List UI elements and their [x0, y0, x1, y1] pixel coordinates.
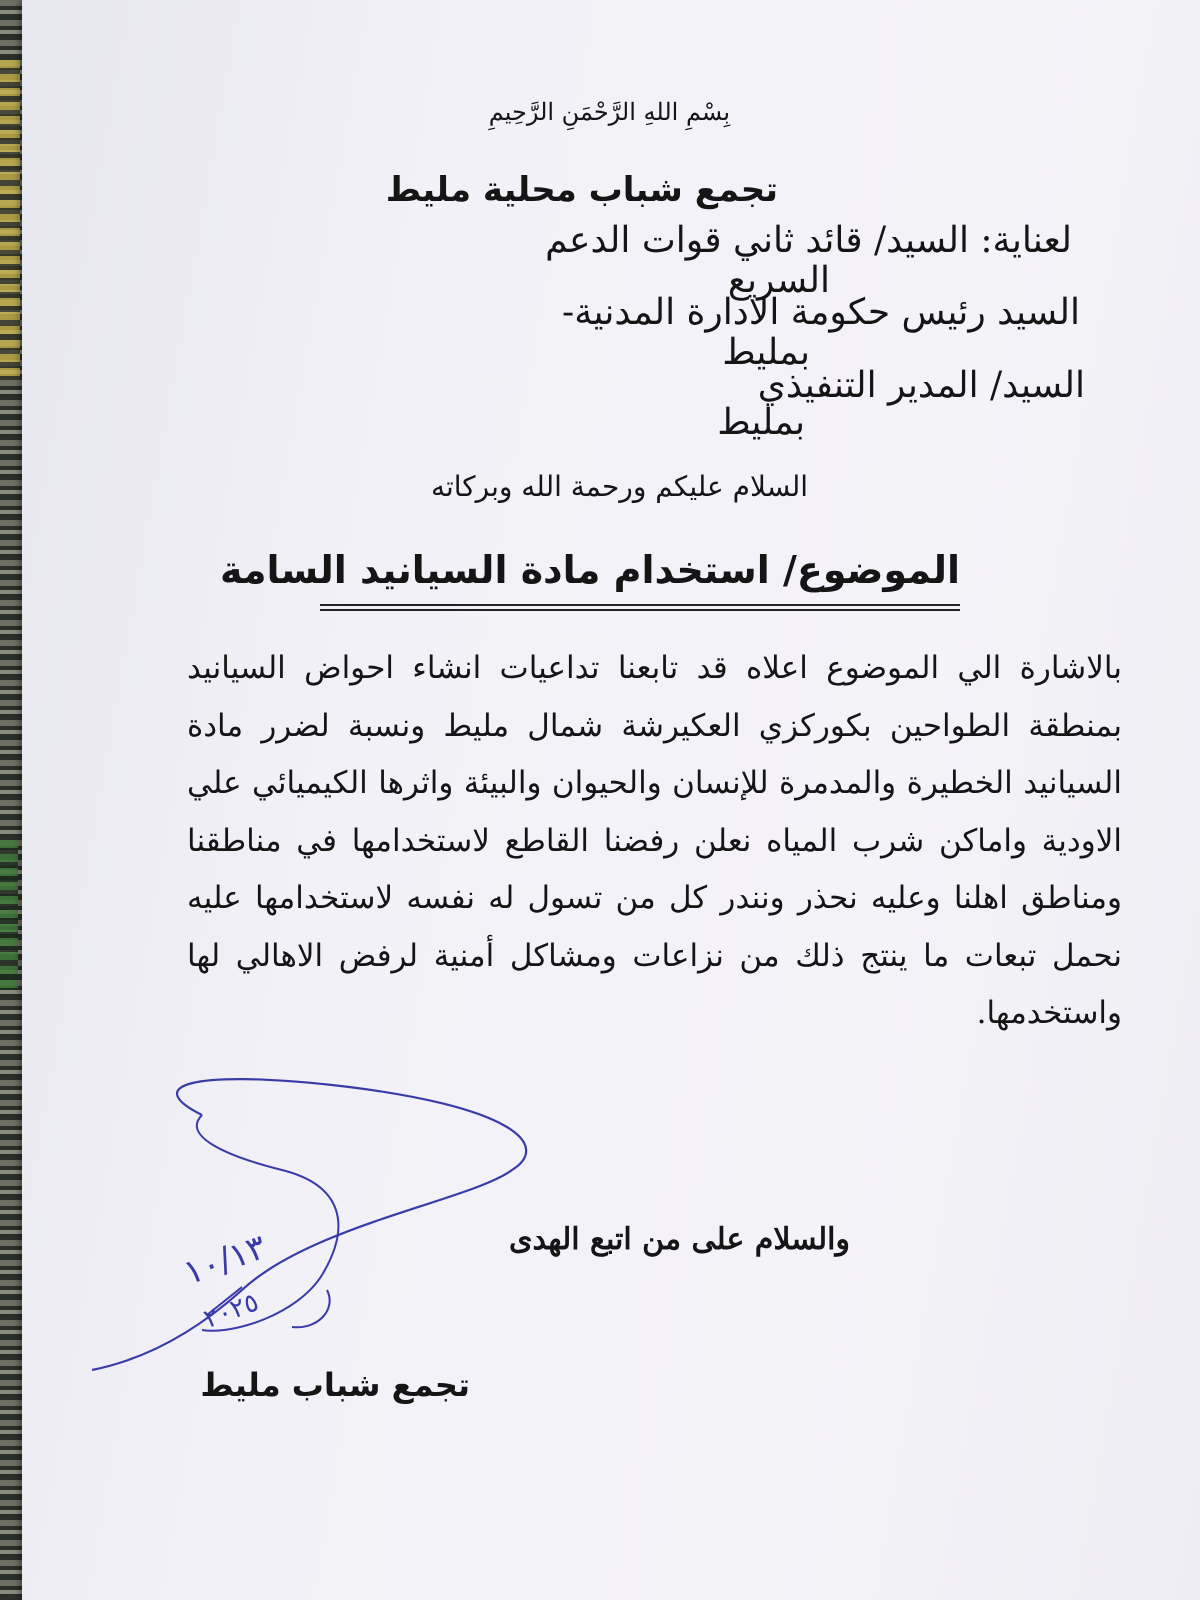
address-line-6: بمليط	[717, 402, 805, 443]
handwritten-signature	[82, 1075, 562, 1395]
signature-organization: تجمع شباب مليط	[200, 1366, 470, 1404]
letter-paper	[22, 0, 1200, 1600]
signature-year: ٢٠٢٥	[199, 1287, 263, 1335]
address-line-2: السريع	[727, 260, 830, 301]
signature-date: ١٠/١٣	[178, 1226, 272, 1294]
basmala: بِسْمِ اللهِ الرَّحْمَنِ الرَّحِيمِ	[488, 98, 730, 126]
address-line-1: لعناية: السيد/ قائد ثاني قوات الدعم	[545, 220, 1072, 261]
fabric-edge-stripe	[0, 60, 20, 380]
greeting: السلام عليكم ورحمة الله وبركاته	[430, 470, 808, 503]
closing-salutation: والسلام على من اتبع الهدى	[509, 1222, 850, 1257]
subject-underline	[320, 604, 960, 611]
organization-header: تجمع شباب محلية مليط	[385, 170, 778, 210]
address-line-3: السيد رئيس حكومة الادارة المدنية-	[562, 292, 1080, 333]
address-line-5: السيد/ المدير التنفيذي	[757, 365, 1085, 406]
fabric-edge-stripe-green	[0, 840, 18, 990]
subject-line: الموضوع/ استخدام مادة السيانيد السامة	[219, 548, 960, 592]
letter-body: بالاشارة الي الموضوع اعلاه قد تابعنا تداعيات انشاء احواض السيانيد بمنطقة الطواحين بكوركزي العكيرشة شمال مليط ونسبة لضرر مادة السيانيد الخطيرة والمدمرة للإنسان والحيوان والبيئة واثرها الكيميائي علي الاودية واماكن شرب المياه نعلن رفضنا القاطع لاستخدامها في مناطقنا ومناطق اهلنا وعليه نحذر ونندر كل من تسول له نفسه لاستخدامها عليه نحمل تبعات ما ينتج ذلك من نزاعات ومشاكل أمنية لرفض الاهالي لها واستخدمها.	[187, 650, 1122, 1031]
address-line-4: بمليط	[722, 332, 810, 373]
